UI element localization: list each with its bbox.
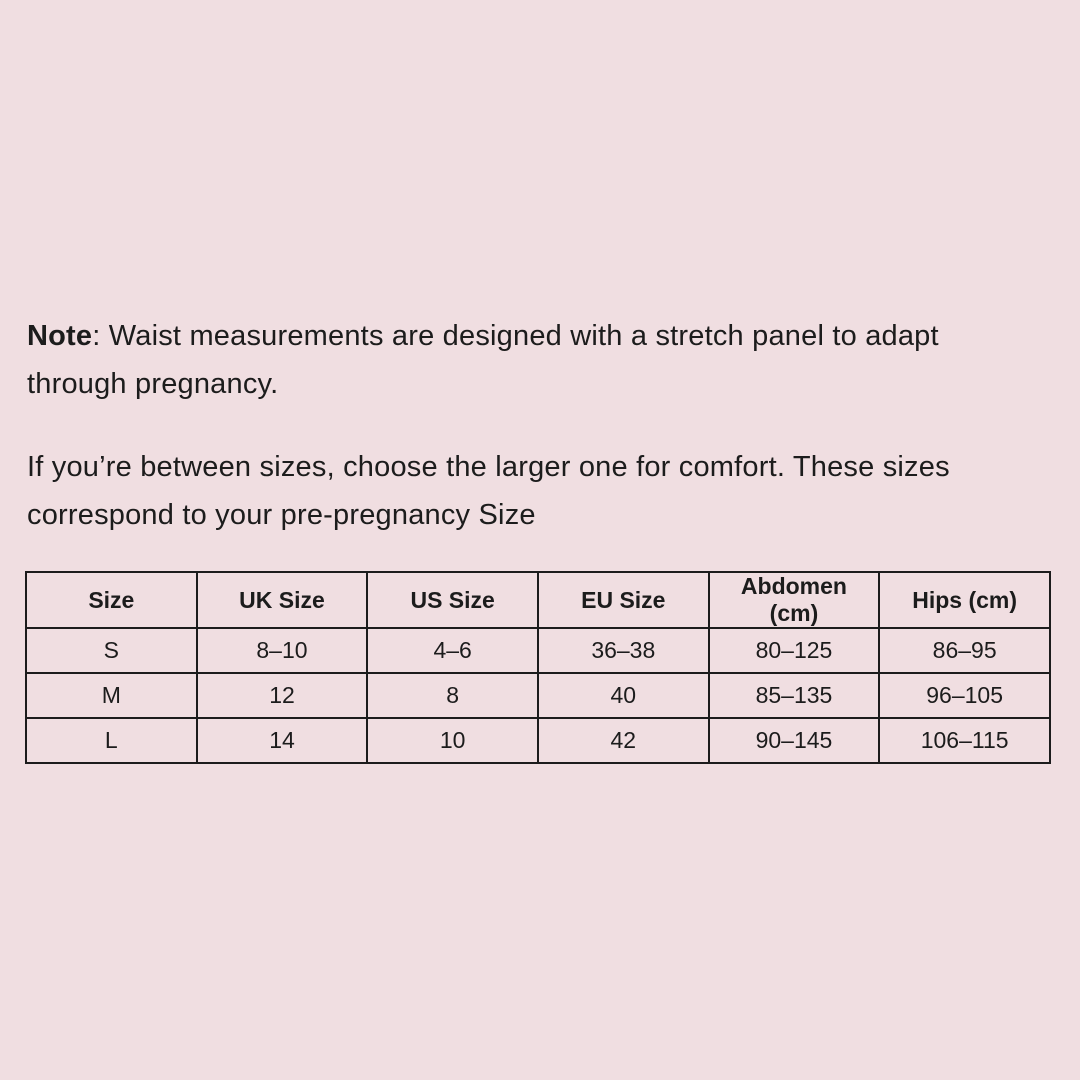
table-cell: 106–115 <box>879 718 1050 763</box>
column-header: UK Size <box>197 572 368 628</box>
table-cell: M <box>26 673 197 718</box>
table-cell: 12 <box>197 673 368 718</box>
table-cell: L <box>26 718 197 763</box>
table-cell: 4–6 <box>367 628 538 673</box>
note-label: Note <box>27 320 93 352</box>
sizing-advice-paragraph: If you’re between sizes, choose the larger one for comfort. These sizes correspond to your pre-pregnancy Size <box>27 451 950 531</box>
note-paragraph <box>27 312 1037 408</box>
table-cell: 14 <box>197 718 368 763</box>
note-text: : Waist measurements are designed with a stretch panel to adapt through pregnancy. <box>27 320 939 400</box>
table-cell: 10 <box>367 718 538 763</box>
table-row <box>26 673 1050 718</box>
table-cell: 85–135 <box>709 673 880 718</box>
table-body <box>26 628 1050 763</box>
size-chart-table <box>25 571 1051 764</box>
table-cell: 90–145 <box>709 718 880 763</box>
column-header: US Size <box>367 572 538 628</box>
table-cell: 96–105 <box>879 673 1050 718</box>
table-row <box>26 718 1050 763</box>
column-header: EU Size <box>538 572 709 628</box>
table-row <box>26 628 1050 673</box>
table-cell: 40 <box>538 673 709 718</box>
column-header: Hips (cm) <box>879 572 1050 628</box>
table-cell: 8 <box>367 673 538 718</box>
table-cell: 86–95 <box>879 628 1050 673</box>
table-cell: S <box>26 628 197 673</box>
table-cell: 80–125 <box>709 628 880 673</box>
table-cell: 36–38 <box>538 628 709 673</box>
table-header-row <box>26 572 1050 628</box>
table-cell: 42 <box>538 718 709 763</box>
column-header: Size <box>26 572 197 628</box>
column-header: Abdomen (cm) <box>709 572 880 628</box>
table-cell: 8–10 <box>197 628 368 673</box>
